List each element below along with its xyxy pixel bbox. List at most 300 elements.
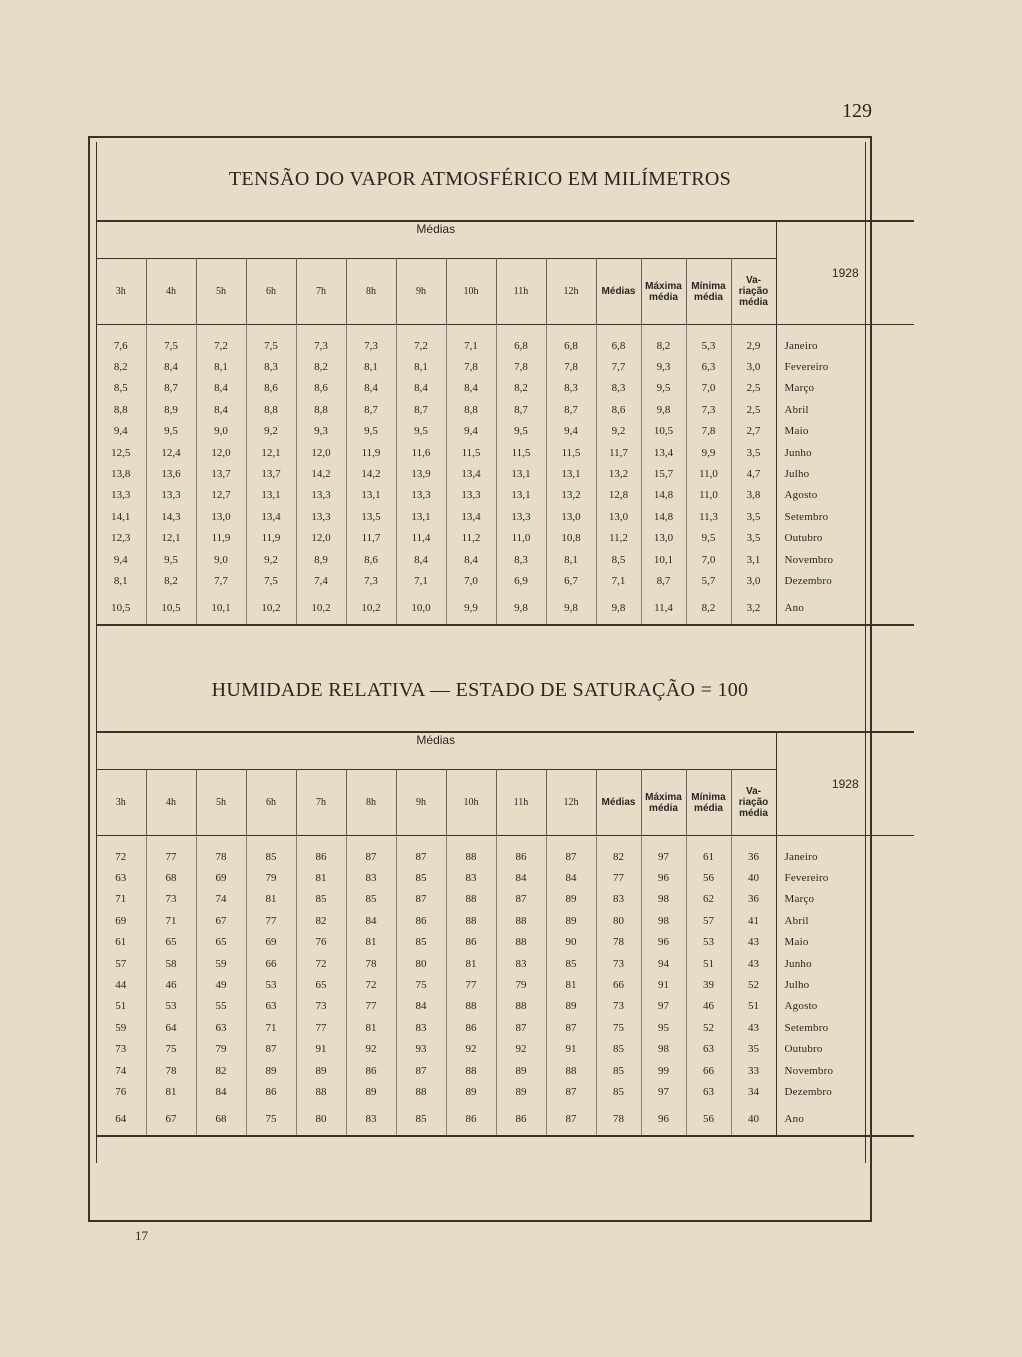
data-cell: 8,8: [446, 399, 496, 420]
hour-header: 6h: [246, 770, 296, 836]
month-label: Abril: [776, 910, 914, 931]
data-cell: 89: [496, 1081, 546, 1102]
data-cell: 89: [296, 1060, 346, 1081]
data-cell: 9,3: [641, 356, 686, 377]
data-cell: 7,0: [686, 549, 731, 570]
data-cell: 84: [396, 996, 446, 1017]
data-cell: 86: [446, 1017, 496, 1038]
data-cell: 8,3: [596, 378, 641, 399]
data-cell: 57: [686, 910, 731, 931]
data-cell: 13,7: [196, 463, 246, 484]
table-row: [96, 421, 914, 442]
data-cell: 63: [196, 1017, 246, 1038]
annual-cell: 10,2: [246, 592, 296, 625]
data-cell: 65: [296, 974, 346, 995]
data-cell: 12,4: [146, 442, 196, 463]
data-cell: 8,9: [296, 549, 346, 570]
data-cell: 2,9: [731, 335, 776, 356]
data-cell: 9,0: [196, 421, 246, 442]
data-cell: 7,1: [446, 335, 496, 356]
data-cell: 80: [596, 910, 641, 931]
month-label: Fevereiro: [776, 867, 914, 888]
data-cell: 71: [115, 893, 127, 906]
table-row: [96, 889, 914, 910]
data-cell: 96: [641, 932, 686, 953]
data-cell: 11,9: [346, 442, 396, 463]
data-cell: 89: [446, 1081, 496, 1102]
hour-header: 7h: [296, 259, 346, 325]
data-cell: 51: [686, 953, 731, 974]
month-label: Janeiro: [776, 846, 914, 867]
data-cell: 88: [446, 996, 496, 1017]
group-label: Médias: [416, 222, 456, 236]
data-cell: 81: [146, 1081, 196, 1102]
data-cell: 63: [115, 872, 127, 885]
data-cell: 9,2: [246, 549, 296, 570]
data-cell: 8,4: [196, 378, 246, 399]
data-cell: 9,0: [196, 549, 246, 570]
data-cell: 88: [496, 932, 546, 953]
month-label: Maio: [776, 421, 914, 442]
month-label: Junho: [776, 442, 914, 463]
data-cell: 83: [446, 867, 496, 888]
stat-header: Mínima média: [686, 259, 731, 325]
data-cell: 3,5: [731, 506, 776, 527]
annual-cell: 9,8: [596, 592, 641, 625]
data-cell: 8,2: [296, 356, 346, 377]
data-cell: 88: [546, 1060, 596, 1081]
data-cell: 8,3: [546, 378, 596, 399]
data-cell: 43: [731, 953, 776, 974]
data-cell: 8,7: [146, 378, 196, 399]
data-cell: 87: [396, 1060, 446, 1081]
data-cell: 83: [346, 867, 396, 888]
data-cell: 52: [731, 974, 776, 995]
hour-header: 12h: [546, 259, 596, 325]
month-label: Fevereiro: [776, 356, 914, 377]
annual-cell: 9,8: [496, 592, 546, 625]
data-cell: 13,0: [546, 506, 596, 527]
year-label: 1928: [776, 732, 914, 836]
data-cell: 84: [346, 910, 396, 931]
month-label: Outubro: [776, 528, 914, 549]
data-cell: 12,1: [246, 442, 296, 463]
table-row: [96, 953, 914, 974]
data-cell: 34: [731, 1081, 776, 1102]
data-cell: 7,5: [246, 570, 296, 591]
data-cell: 86: [496, 846, 546, 867]
group-label: Médias: [416, 733, 456, 747]
data-cell: 8,1: [396, 356, 446, 377]
data-cell: 14,2: [296, 463, 346, 484]
annual-cell: 56: [686, 1103, 731, 1136]
data-cell: 13,4: [246, 506, 296, 527]
data-cell: 9,5: [496, 421, 546, 442]
data-cell: 63: [686, 1039, 731, 1060]
data-cell: 13,5: [346, 506, 396, 527]
data-cell: 13,1: [496, 485, 546, 506]
data-cell: 53: [686, 932, 731, 953]
annual-cell: 10,5: [111, 601, 131, 614]
data-cell: 71: [246, 1017, 296, 1038]
data-cell: 36: [731, 889, 776, 910]
hour-header: 5h: [196, 770, 246, 836]
data-cell: 8,7: [396, 399, 446, 420]
data-cell: 61: [686, 846, 731, 867]
annual-cell: 9,8: [546, 592, 596, 625]
data-cell: 76: [296, 932, 346, 953]
data-cell: 9,8: [641, 399, 686, 420]
data-cell: 85: [596, 1060, 641, 1081]
annual-cell: 80: [296, 1103, 346, 1136]
data-cell: 88: [446, 1060, 496, 1081]
data-cell: 9,4: [113, 425, 128, 438]
data-cell: 88: [496, 996, 546, 1017]
data-cell: 12,7: [196, 485, 246, 506]
data-cell: 3,0: [731, 356, 776, 377]
data-cell: 2,5: [731, 378, 776, 399]
data-cell: 69: [246, 932, 296, 953]
data-cell: 8,6: [296, 378, 346, 399]
data-cell: 75: [596, 1017, 641, 1038]
month-label: Julho: [776, 463, 914, 484]
data-cell: 13,3: [111, 489, 131, 502]
data-cell: 77: [596, 867, 641, 888]
table-row: [96, 996, 914, 1017]
data-cell: 88: [446, 846, 496, 867]
data-cell: 59: [115, 1021, 127, 1034]
data-cell: 8,4: [396, 549, 446, 570]
month-label: Agosto: [776, 996, 914, 1017]
data-cell: 11,5: [446, 442, 496, 463]
data-cell: 7,8: [686, 421, 731, 442]
data-cell: 13,1: [396, 506, 446, 527]
data-cell: 67: [196, 910, 246, 931]
data-cell: 13,4: [641, 442, 686, 463]
data-cell: 52: [686, 1017, 731, 1038]
data-cell: 82: [296, 910, 346, 931]
data-cell: 13,7: [246, 463, 296, 484]
data-cell: 12,5: [111, 446, 131, 459]
data-cell: 72: [115, 850, 127, 863]
data-cell: 7,1: [596, 570, 641, 591]
data-cell: 98: [641, 889, 686, 910]
data-cell: 11,0: [686, 485, 731, 506]
data-cell: 10,5: [641, 421, 686, 442]
data-cell: 40: [731, 867, 776, 888]
data-cell: 9,5: [396, 421, 446, 442]
data-cell: 84: [546, 867, 596, 888]
data-cell: 91: [296, 1039, 346, 1060]
annual-cell: 75: [246, 1103, 296, 1136]
data-cell: 9,2: [596, 421, 641, 442]
data-cell: 92: [346, 1039, 396, 1060]
data-cell: 13,1: [346, 485, 396, 506]
data-cell: 7,3: [346, 335, 396, 356]
data-cell: 89: [546, 889, 596, 910]
humidity-table: [96, 731, 914, 1139]
hour-header: 4h: [146, 770, 196, 836]
table-row: [96, 356, 914, 377]
hour-header: 9h: [396, 259, 446, 325]
data-cell: 72: [346, 974, 396, 995]
data-cell: 91: [641, 974, 686, 995]
data-cell: 9,5: [641, 378, 686, 399]
data-cell: 73: [296, 996, 346, 1017]
annual-cell: 10,2: [346, 592, 396, 625]
annual-cell: 85: [396, 1103, 446, 1136]
hour-header: 11h: [496, 259, 546, 325]
data-cell: 81: [246, 889, 296, 910]
table-row: [96, 506, 914, 527]
data-cell: 3,5: [731, 528, 776, 549]
data-cell: 69: [115, 914, 127, 927]
data-cell: 3,5: [731, 442, 776, 463]
stat-header: Va-riação média: [731, 259, 776, 325]
data-cell: 87: [396, 889, 446, 910]
data-cell: 13,0: [596, 506, 641, 527]
table-row: [96, 1060, 914, 1081]
stat-header: Mínima média: [686, 770, 731, 836]
data-cell: 85: [596, 1081, 641, 1102]
data-cell: 95: [641, 1017, 686, 1038]
data-cell: 6,8: [596, 335, 641, 356]
data-cell: 4,7: [731, 463, 776, 484]
month-label: Setembro: [776, 1017, 914, 1038]
data-cell: 85: [246, 846, 296, 867]
annual-cell: 10,0: [396, 592, 446, 625]
data-cell: 8,8: [246, 399, 296, 420]
data-cell: 87: [546, 1081, 596, 1102]
data-cell: 86: [346, 1060, 396, 1081]
signature-mark: 17: [135, 1228, 148, 1243]
data-cell: 13,0: [196, 506, 246, 527]
data-cell: 7,1: [396, 570, 446, 591]
data-cell: 51: [731, 996, 776, 1017]
hour-header: 3h: [115, 797, 126, 808]
data-cell: 7,2: [396, 335, 446, 356]
data-cell: 9,5: [686, 528, 731, 549]
data-cell: 15,7: [641, 463, 686, 484]
data-cell: 11,2: [446, 528, 496, 549]
data-cell: 41: [731, 910, 776, 931]
data-cell: 85: [546, 953, 596, 974]
data-cell: 7,3: [296, 335, 346, 356]
data-cell: 9,9: [686, 442, 731, 463]
hour-header: 8h: [346, 770, 396, 836]
data-cell: 9,2: [246, 421, 296, 442]
data-cell: 75: [146, 1039, 196, 1060]
data-cell: 8,7: [496, 399, 546, 420]
data-cell: 13,1: [496, 463, 546, 484]
data-cell: 14,2: [346, 463, 396, 484]
data-cell: 13,3: [296, 506, 346, 527]
data-cell: 88: [446, 910, 496, 931]
data-cell: 7,8: [446, 356, 496, 377]
data-cell: 85: [396, 932, 446, 953]
stat-header: Va-riação média: [731, 770, 776, 836]
data-cell: 8,4: [146, 356, 196, 377]
data-cell: 79: [196, 1039, 246, 1060]
data-cell: 7,6: [113, 339, 128, 352]
hour-header: 5h: [196, 259, 246, 325]
annual-cell: 86: [496, 1103, 546, 1136]
data-cell: 72: [296, 953, 346, 974]
table-row: [96, 549, 914, 570]
data-cell: 9,4: [446, 421, 496, 442]
hour-header: 10h: [446, 259, 496, 325]
data-cell: 8,2: [146, 570, 196, 591]
data-cell: 8,2: [641, 335, 686, 356]
data-cell: 8,8: [296, 399, 346, 420]
data-cell: 89: [546, 910, 596, 931]
annual-cell: 64: [115, 1112, 127, 1125]
data-cell: 13,3: [446, 485, 496, 506]
data-cell: 64: [146, 1017, 196, 1038]
data-cell: 75: [396, 974, 446, 995]
data-cell: 8,7: [641, 570, 686, 591]
data-cell: 91: [546, 1039, 596, 1060]
data-cell: 99: [641, 1060, 686, 1081]
annual-label: Ano: [776, 1103, 914, 1136]
data-cell: 74: [196, 889, 246, 910]
data-cell: 7,2: [196, 335, 246, 356]
table-row: [96, 932, 914, 953]
data-cell: 13,6: [146, 463, 196, 484]
data-cell: 89: [246, 1060, 296, 1081]
data-cell: 81: [346, 1017, 396, 1038]
hour-header: 8h: [346, 259, 396, 325]
data-cell: 11,0: [496, 528, 546, 549]
data-cell: 13,2: [546, 485, 596, 506]
table-row: [96, 1017, 914, 1038]
data-cell: 13,8: [111, 468, 131, 481]
hour-header: 12h: [546, 770, 596, 836]
data-cell: 88: [296, 1081, 346, 1102]
data-cell: 59: [196, 953, 246, 974]
data-cell: 84: [496, 867, 546, 888]
annual-cell: 3,2: [731, 592, 776, 625]
data-cell: 98: [641, 910, 686, 931]
data-cell: 3,8: [731, 485, 776, 506]
hour-header: 9h: [396, 770, 446, 836]
annual-label: Ano: [776, 592, 914, 625]
data-cell: 3,1: [731, 549, 776, 570]
data-cell: 11,3: [686, 506, 731, 527]
data-cell: 69: [196, 867, 246, 888]
month-label: Janeiro: [776, 335, 914, 356]
data-cell: 12,1: [146, 528, 196, 549]
data-cell: 87: [346, 846, 396, 867]
data-cell: 82: [196, 1060, 246, 1081]
data-cell: 83: [496, 953, 546, 974]
annual-cell: 11,4: [641, 592, 686, 625]
annual-cell: 67: [146, 1103, 196, 1136]
data-cell: 88: [396, 1081, 446, 1102]
data-cell: 8,6: [346, 549, 396, 570]
annual-cell: 87: [546, 1103, 596, 1136]
data-cell: 10,1: [641, 549, 686, 570]
table-row: [96, 378, 914, 399]
annual-row: [96, 1103, 914, 1136]
data-cell: 39: [686, 974, 731, 995]
data-cell: 9,5: [146, 549, 196, 570]
month-label: Setembro: [776, 506, 914, 527]
table-row: [96, 335, 914, 356]
data-cell: 13,4: [446, 463, 496, 484]
annual-cell: 10,5: [146, 592, 196, 625]
data-cell: 13,3: [496, 506, 546, 527]
data-cell: 87: [546, 1017, 596, 1038]
data-cell: 73: [596, 996, 641, 1017]
data-cell: 55: [196, 996, 246, 1017]
table-row: [96, 485, 914, 506]
data-cell: 80: [396, 953, 446, 974]
data-cell: 13,1: [246, 485, 296, 506]
data-cell: 9,5: [146, 421, 196, 442]
data-cell: 97: [641, 996, 686, 1017]
annual-cell: 78: [596, 1103, 641, 1136]
data-cell: 77: [446, 974, 496, 995]
annual-cell: 68: [196, 1103, 246, 1136]
data-cell: 7,5: [146, 335, 196, 356]
data-cell: 58: [146, 953, 196, 974]
data-cell: 8,6: [246, 378, 296, 399]
data-cell: 9,4: [546, 421, 596, 442]
data-cell: 7,5: [246, 335, 296, 356]
data-cell: 12,0: [296, 442, 346, 463]
annual-cell: 9,9: [446, 592, 496, 625]
data-cell: 61: [115, 936, 127, 949]
data-cell: 7,0: [686, 378, 731, 399]
annual-cell: 10,2: [296, 592, 346, 625]
data-cell: 11,4: [396, 528, 446, 549]
table-row: [96, 399, 914, 420]
stat-header: Médias: [596, 259, 641, 325]
data-cell: 43: [731, 1017, 776, 1038]
data-cell: 11,5: [496, 442, 546, 463]
data-cell: 77: [346, 996, 396, 1017]
data-cell: 74: [115, 1064, 127, 1077]
data-cell: 44: [115, 979, 127, 992]
data-cell: 8,4: [446, 549, 496, 570]
data-cell: 7,0: [446, 570, 496, 591]
data-cell: 7,3: [346, 570, 396, 591]
data-cell: 6,9: [496, 570, 546, 591]
data-cell: 8,7: [346, 399, 396, 420]
data-cell: 14,8: [641, 506, 686, 527]
data-cell: 8,1: [113, 574, 128, 587]
data-cell: 62: [686, 889, 731, 910]
data-cell: 68: [146, 867, 196, 888]
data-cell: 89: [496, 1060, 546, 1081]
annual-row: [96, 592, 914, 625]
table-row: [96, 442, 914, 463]
page-number: 129: [842, 100, 872, 122]
data-cell: 14,1: [111, 510, 131, 523]
data-cell: 92: [496, 1039, 546, 1060]
data-cell: 12,8: [596, 485, 641, 506]
data-cell: 12,3: [111, 532, 131, 545]
table-row: [96, 867, 914, 888]
data-cell: 8,1: [196, 356, 246, 377]
month-label: Abril: [776, 399, 914, 420]
data-cell: 78: [146, 1060, 196, 1081]
stat-header: Máxima média: [641, 259, 686, 325]
month-label: Março: [776, 889, 914, 910]
month-label: Junho: [776, 953, 914, 974]
annual-cell: 40: [731, 1103, 776, 1136]
